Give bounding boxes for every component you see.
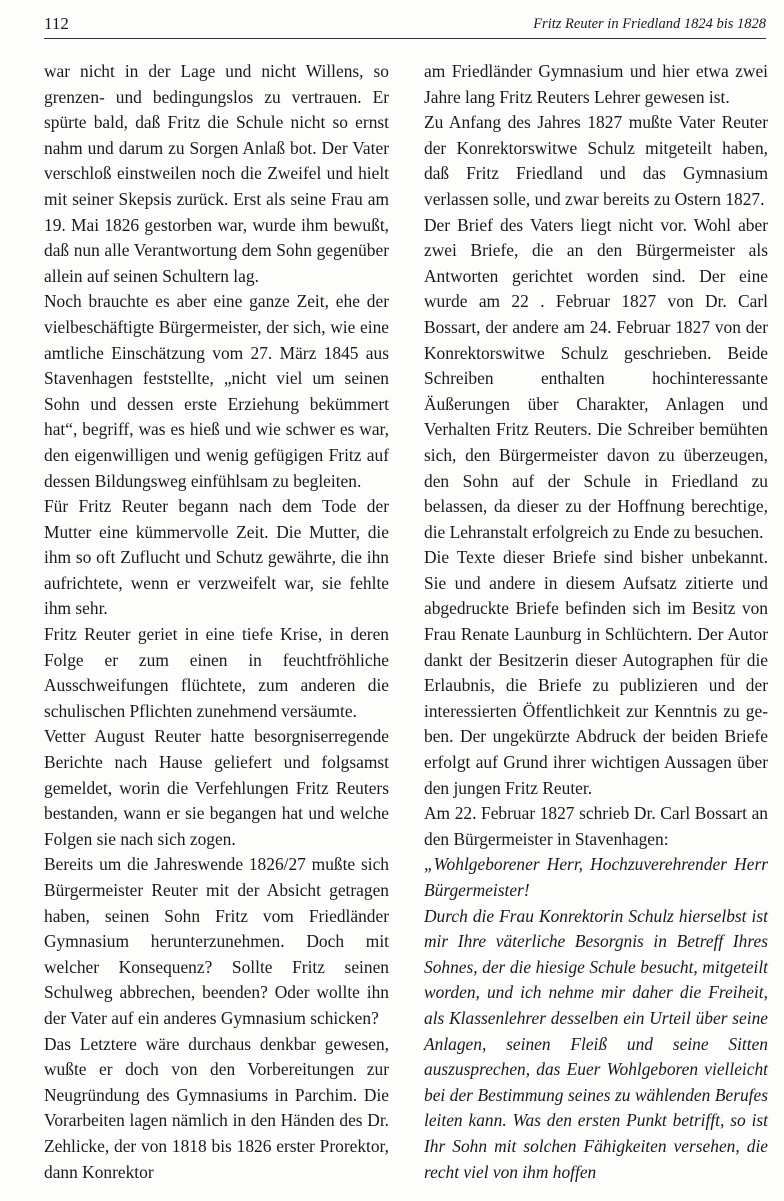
letter-body: Durch die Frau Konrektorin Schulz hierselbst ist mir Ihre väterliche Besorgnis in Betreff Ihres Sohnes, der die hiesige Schule besucht, mitgeteilt worden, und ich nehme mir daher die Freiheit, als Klassenlehrer desselben ein Urteil über seine Anlagen, seinen Fleiß und seine Sitten auszusprechen, das Euer Wohlgeboren vielleicht bei der Bestimmung seines zu wählenden Berufes leiten kann. Was den ersten Punkt betrifft, so ist Ihr Sohn mit solchen Fähigkeiten versehen, die recht viel von ihm hoffen bbox=[424, 905, 768, 1182]
paragraph: Die Texte dieser Briefe sind bisher unbekannt. Sie und andere in diesem Aufsatz zitierte und abgedruckte Briefe befinden sich im Besitz von Frau Renate Launburg in Schlüchtern. Der Autor dankt der Besitzerin dieser Autographen für die Erlaubnis, die Briefe zu publizieren und der interessierten Öffentlichkeit zur Kenntnis zu geben. Der ungekürzte Abdruck der beiden Briefe erfolgt auf Grund ihrer wichtigen Aussagen über den jungen Fritz Reuter. bbox=[424, 547, 768, 798]
paragraph: Für Fritz Reuter begann nach dem Tode der Mutter eine kümmervolle Zeit. Die Mutter, die ihm so oft Zuflucht und Schutz gewährte, die ihn aufrichtete, wenn er verzweifelt war, sie fehlte ihm sehr. bbox=[44, 496, 389, 619]
left-column bbox=[44, 59, 389, 1185]
paragraph: Das Letztere wäre durchaus denkbar gewesen, wußte er doch von den Vorbereitungen zur Neugründung des Gymnasiums in Parchim. Die Vorarbeiten lagen nämlich in den Händen des Dr. Zehlicke, der von 1818 bis 1826 erster Prorektor, dann Konrektor bbox=[44, 1033, 389, 1182]
page-number: 112 bbox=[44, 14, 69, 33]
paragraph: Noch brauchte es aber eine ganze Zeit, ehe der vielbeschäftigte Bürgermeister, der sich, wie eine amtliche Einschätzung vom 27. März 1845 aus Stavenhagen feststellte, „nicht viel um seinen Sohn und dessen erste Erziehung bekümmert hat“, begriff, was es hieß und wie schwer es war, den eigenwilligen und wenig gefügigen Fritz auf dessen Bildungsweg einfühlsam zu begleiten. bbox=[44, 291, 389, 491]
paragraph: am Friedländer Gymnasium und hier etwa zwei Jahre lang Fritz Reuters Lehrer gewesen ist. bbox=[424, 61, 768, 107]
paragraph: Am 22. Februar 1827 schrieb Dr. Carl Bossart an den Bürgermeister in Stavenhagen: bbox=[424, 803, 768, 849]
running-title: Fritz Reuter in Friedland 1824 bis 1828 bbox=[533, 16, 766, 32]
paragraph: Vetter August Reuter hatte besorgniserregende Berichte nach Hause geliefert und folgsamst gemeldet, worin die Verfehlungen Fritz Reuters bestanden, wann er sie begangen hat und welche Folgen sie nach sich zogen. bbox=[44, 726, 389, 849]
paragraph: Zu Anfang des Jahres 1827 mußte Vater Reuter der Konrektorswitwe Schulz mitgeteilt haben, daß Fritz Friedland und das Gymnasium verlassen solle, und zwar bereits zu Ostern 1827. bbox=[424, 112, 768, 209]
paragraph: Der Brief des Vaters liegt nicht vor. Wohl aber zwei Briefe, die an den Bürgermeister als Antworten gerichtet worden sind. Der eine wurde am 22 . Februar 1827 von Dr. Carl Bossart, der andere am 24. Februar 1827 von der Konrektorswitwe Schulz geschrieben. Beide Schreiben enthalten hochinteressante Äußerungen über Charakter, Anlagen und Verhalten Fritz Reuters. Die Schreiber bemühten sich, den Bürgermeister davon zu überzeugen, den Sohn auf der Schule in Friedland zu belassen, da dieser zu der Hoffnung berechtige, die Lehranstalt erfolgreich zu Ende zu besuchen. bbox=[424, 214, 768, 542]
paragraph: Bereits um die Jahreswende 1826/27 mußte sich Bürgermeister Reuter mit der Absicht getragen haben, seinen Sohn Fritz vom Friedländer Gymnasium herunterzunehmen. Doch mit welcher Konsequenz? Sollte Fritz seinen Schulweg abbrechen, beenden? Oder wollte ihn der Vater auf ein anderes Gymnasium schicken? bbox=[44, 854, 389, 1028]
right-column bbox=[424, 59, 768, 1185]
paragraph: Fritz Reuter geriet in eine tiefe Krise, in deren Folge er zum einen in feuchtfröhliche Ausschweifungen flüchtete, zum anderen die schulischen Pflichten zunehmend versäumte. bbox=[44, 624, 389, 721]
letter-salutation: „Wohlgeborener Herr, Hochzuverehrender Herr Bürgermeister! bbox=[424, 854, 768, 900]
page-header bbox=[44, 12, 766, 39]
paragraph: war nicht in der Lage und nicht Willens, so grenzen- und bedingungslos zu vertrauen. Er spürte bald, daß Fritz die Schule nicht so ernst nahm und darum zu Sorgen Anlaß bot. Der Vater verschloß einstweilen noch die Zweifel und hielt mit seiner Skepsis zurück. Erst als seine Frau am 19. Mai 1826 gestorben war, wurde ihm bewußt, daß nun alle Verantwortung dem Sohn gegenüber allein auf seinen Schultern lag. bbox=[44, 61, 389, 286]
